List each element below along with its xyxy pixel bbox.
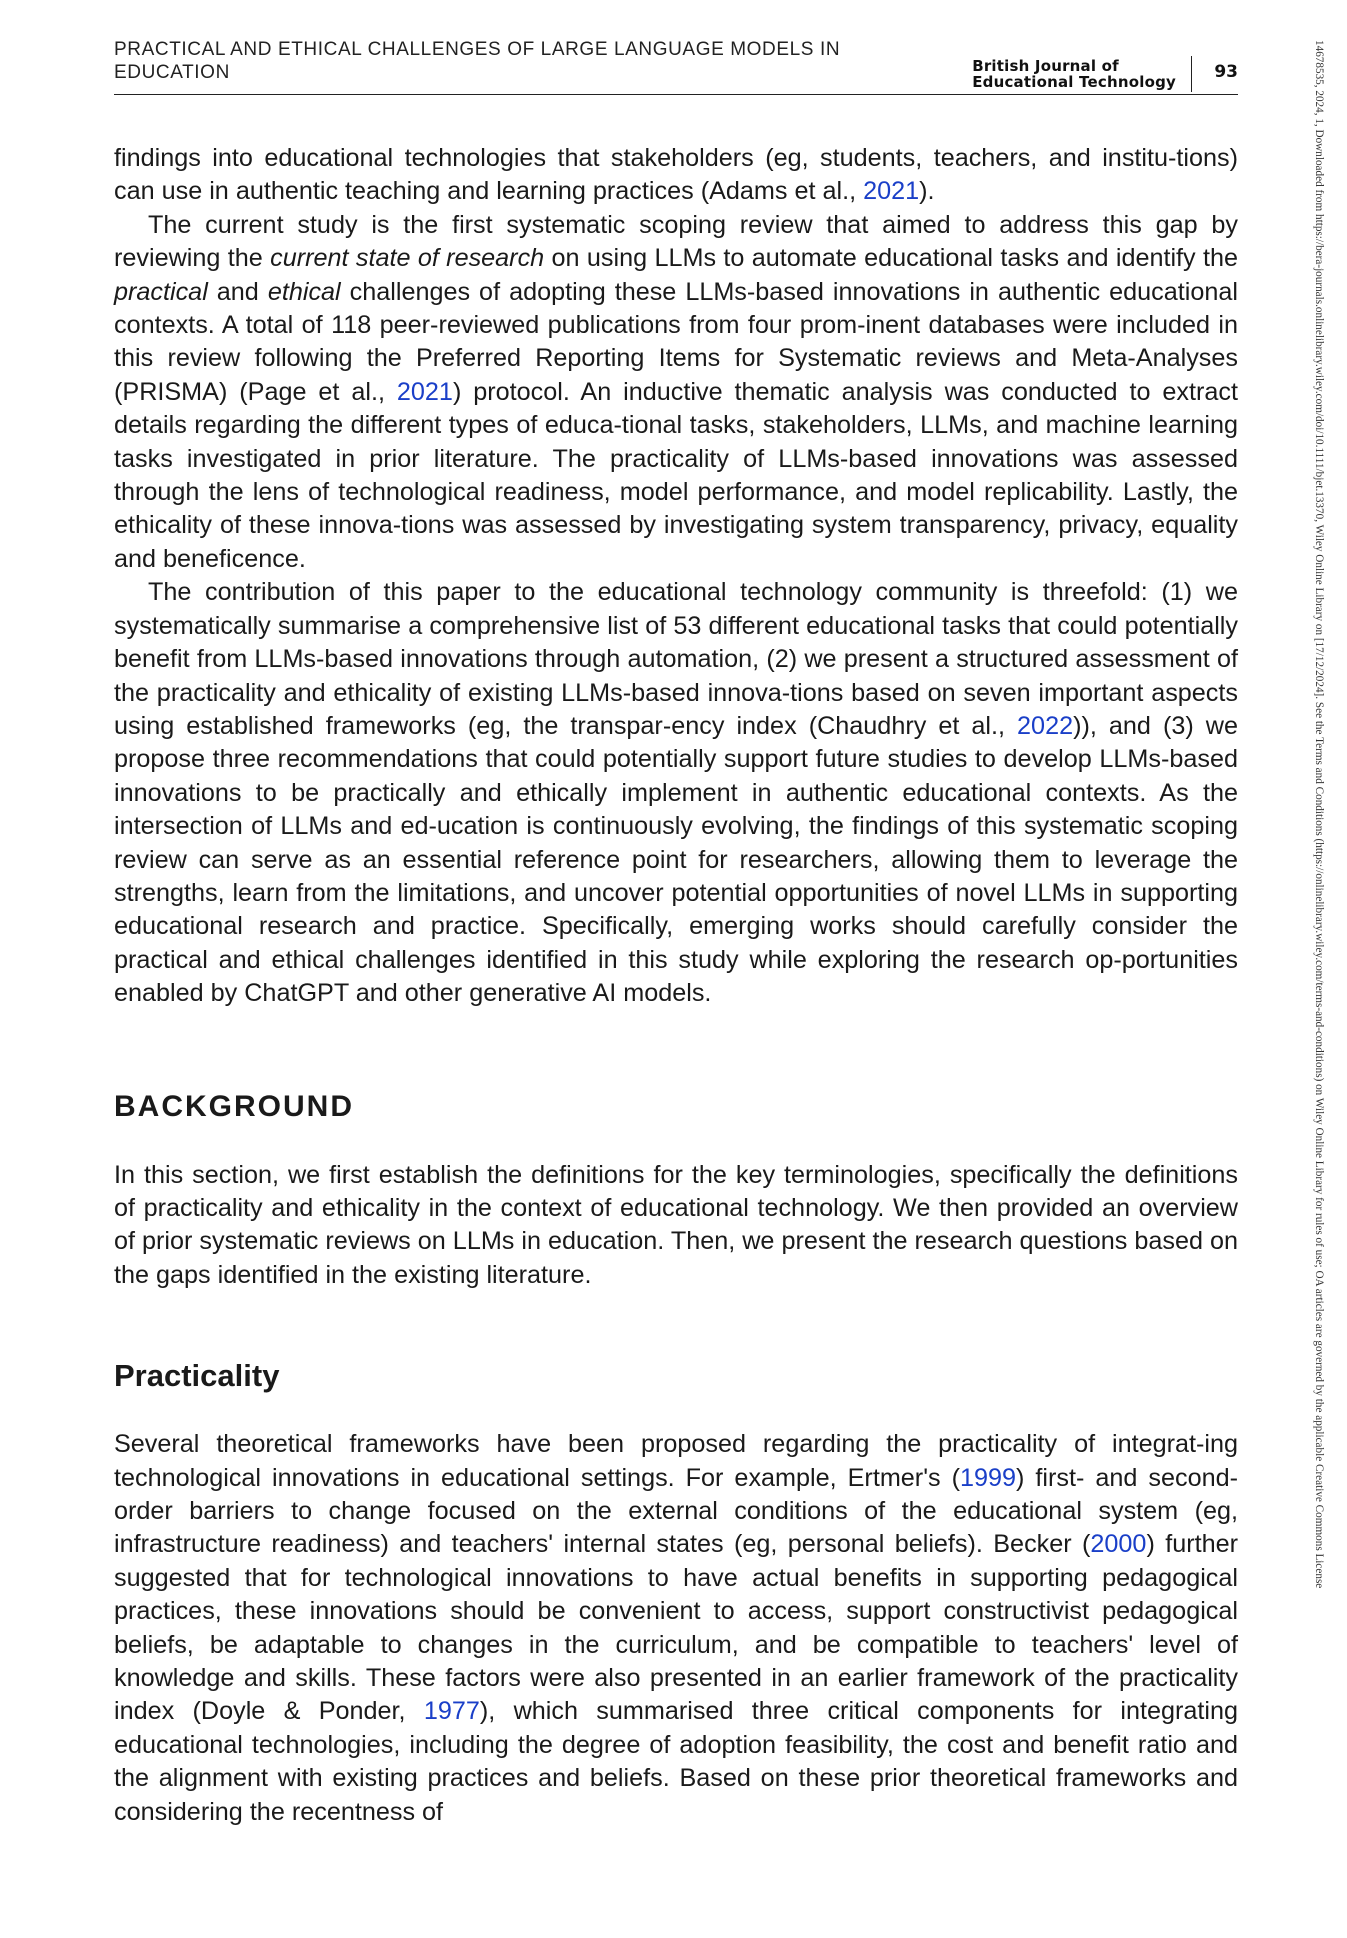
emphasis: current state of research bbox=[270, 244, 545, 273]
page-number: 93 bbox=[1214, 62, 1238, 82]
citation-link[interactable]: 1999 bbox=[959, 1463, 1017, 1492]
paragraph: The contribution of this paper to the educational technology community is threefold: (1) we systematically summarise a comprehensive list of 53 different educational tasks that could potentially benefit from LLMs-based innovations through automation, (2) we present a structured assessment of the practicality and ethicality of existing LLMs-based innova-tions based on seven important aspects using established frameworks (eg, the transpar-ency index (Chaudhry et al., 2022)), and (3) we propose three recommendations that could potentially support future studies to develop LLMs-based innovations to be practically and ethically implement in authentic educational contexts. As the intersection of LLMs and ed-ucation is continuously evolving, the findings of this systematic scoping review can serve as an essential reference point for researchers, allowing them to leverage the strengths, learn from the limitations, and uncover potential opportunities of novel LLMs in supporting educational research and practice. Specifically, emerging works should carefully consider the practical and ethical challenges identified in this study while exploring the research op-portunities enabled by ChatGPT and other generative AI models. bbox=[114, 578, 1238, 1008]
paragraph: findings into educational technologies that stakeholders (eg, students, teachers, and institu-tions) can use in authentic teaching and learning practices (Adams et al., 2021). bbox=[114, 144, 1238, 206]
paragraph: The current study is the first systematic scoping review that aimed to address this gap by reviewing the current state of research on using LLMs to automate educational tasks and identify the practical and ethical challenges of adopting these LLMs-based innovations in authentic educational contexts. A total of 118 peer-reviewed publications from four prom-inent databases were included in this review following the Preferred Reporting Items for Systematic reviews and Meta-Analyses (PRISMA) (Page et al., 2021) protocol. An inductive thematic analysis was conducted to extract details regarding the different types of educa-tional tasks, stakeholders, LLMs, and machine learning tasks investigated in prior literature. The practicality of LLMs-based innovations was assessed through the lens of technological readiness, model performance, and model replicability. Lastly, the ethicality of these innova-tions was assessed by investigating system transparency, privacy, equality and beneficence. bbox=[114, 210, 1239, 573]
paragraph: Several theoretical frameworks have been proposed regarding the practicality of integrat-ing technological innovations in educational settings. For example, Ertmer's (1999) first- and second-order barriers to change focused on the external conditions of the educational system (eg, infrastructure readiness) and teachers' internal states (eg, personal beliefs). Becker (2000) further suggested that for technological innovations to have actual benefits in supporting pedagogical practices, these innovations should be convenient to access, support constructivist pedagogical beliefs, be adaptable to changes in the curriculum, and be compatible to teachers' level of knowledge and skills. These factors were also presented in an earlier framework of the practicality index (Doyle & Ponder, 1977), which summarised three critical components for integrating educational technologies, including the degree of adoption feasibility, the cost and benefit ratio and the alignment with existing practices and beliefs. Based on these prior theoretical frameworks and considering the recentness of bbox=[114, 1430, 1238, 1826]
running-title-line2: EDUCATION bbox=[114, 62, 230, 83]
citation-link[interactable]: 1977 bbox=[423, 1697, 480, 1726]
emphasis: practical bbox=[114, 277, 208, 306]
download-notice: 14678535, 2024, 1, Downloaded from https://bera-journals.onlinelibrary.wiley.com/doi/10.1111/bjet.13370, Wiley Online Library on [17/12/2024]. See the Terms and Conditions (https://onlinelibrary.wiley.com/terms-and-conditions) on Wiley Online Library for rules of use; OA articles are governed by the applicable Creative Commons License bbox=[1313, 40, 1325, 1589]
article-body bbox=[114, 142, 1238, 1829]
journal-name bbox=[972, 58, 1176, 90]
journal-name-line1: British Journal of bbox=[972, 57, 1119, 75]
citation-link[interactable]: 2021 bbox=[863, 177, 920, 206]
emphasis: ethical bbox=[267, 277, 341, 306]
citation-link[interactable]: 2021 bbox=[396, 377, 453, 406]
subsection-heading-practicality: Practicality bbox=[114, 1358, 280, 1394]
running-header bbox=[114, 38, 1238, 95]
citation-link[interactable]: 2022 bbox=[1017, 711, 1074, 740]
section-heading-background: BACKGROUND bbox=[114, 1089, 354, 1123]
running-title bbox=[114, 38, 914, 84]
header-separator bbox=[1191, 56, 1193, 92]
citation-link[interactable]: 2000 bbox=[1090, 1530, 1147, 1559]
paragraph: In this section, we first establish the definitions for the key terminologies, specifically the definitions of practicality and ethicality in the context of educational technology. We then provided an overview of prior systematic reviews on LLMs in education. Then, we present the research questions based on the gaps identified in the existing literature. bbox=[114, 1160, 1238, 1289]
journal-name-line2: Educational Technology bbox=[972, 73, 1176, 91]
running-title-line1: PRACTICAL AND ETHICAL CHALLENGES OF LARGE LANGUAGE MODELS IN bbox=[114, 39, 841, 60]
